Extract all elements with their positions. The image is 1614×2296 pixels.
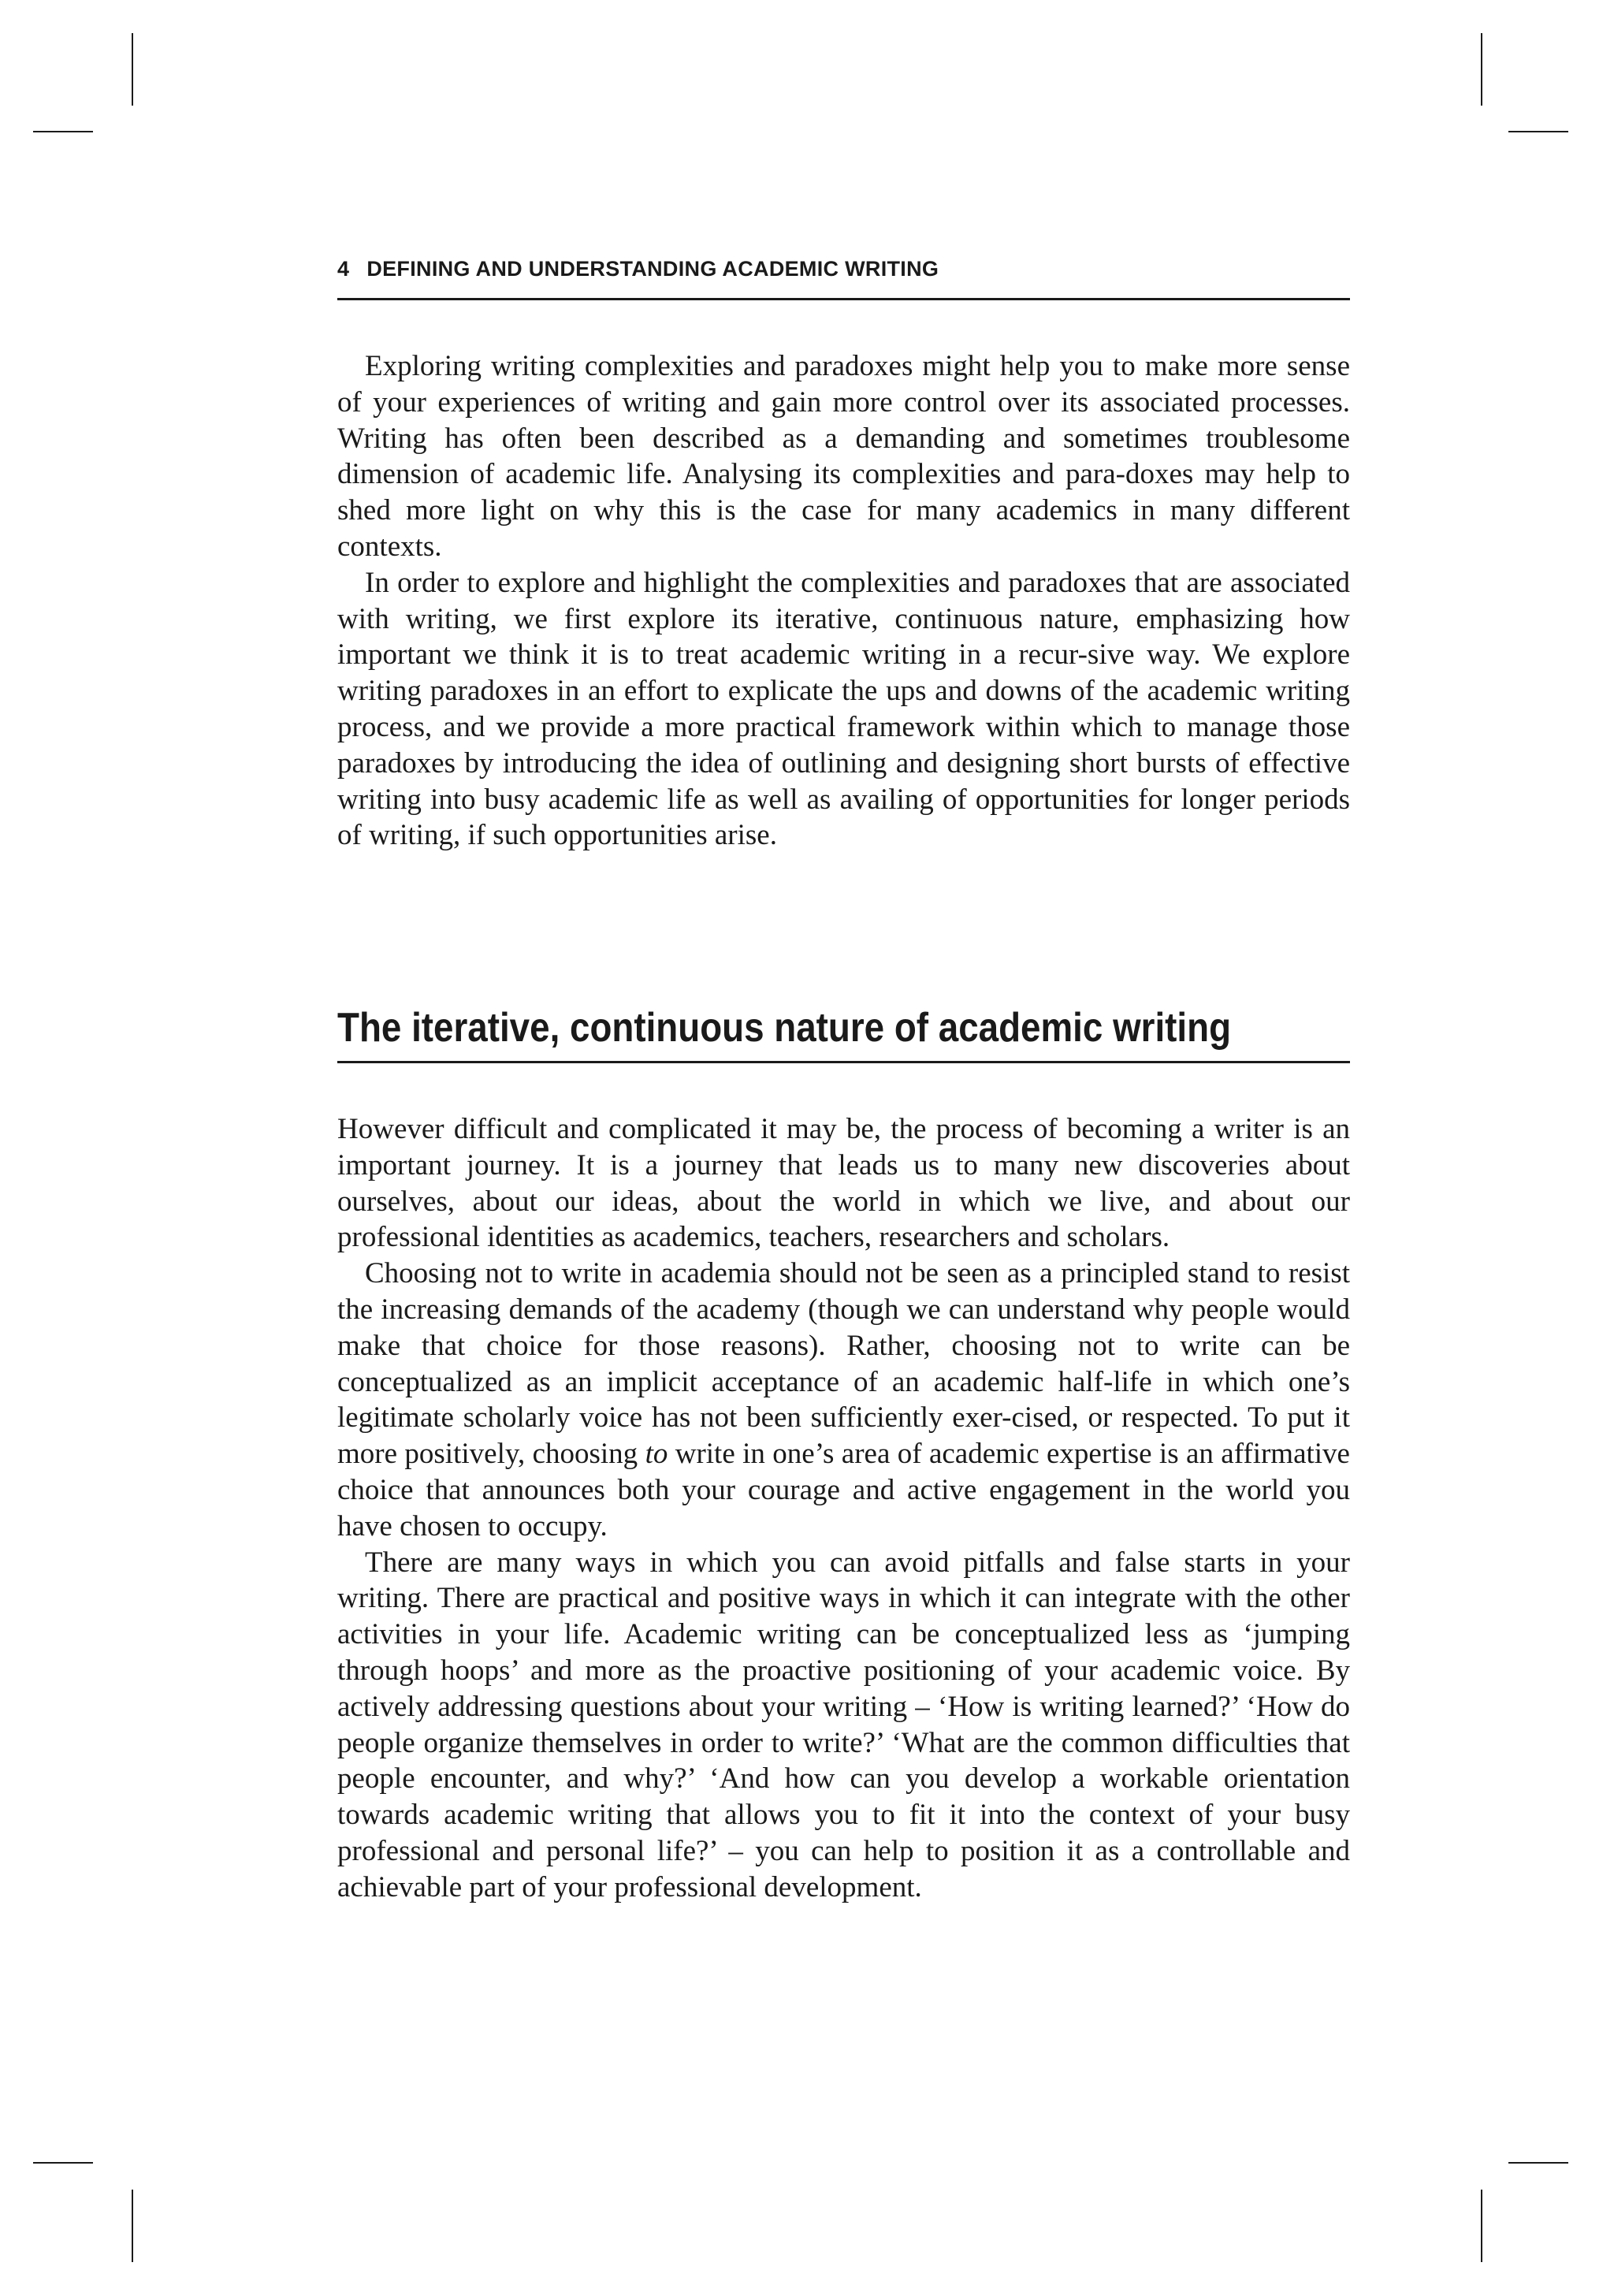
paragraph: There are many ways in which you can avoid pitfalls and false starts in your writing. There are practical and positive ways in which it can integrate with the other activities in your life. Academic writing can be conceptualized less as ‘jumping through hoops’ and more as the proactive positioning of your academic voice. By actively addressing questions about your writing – ‘How is writing learned?’ ‘How do people organize themselves in order to write?’ ‘What are the common difficulties that people encounter, and why?’ ‘And how can you develop a workable orientation towards academic writing that allows you to fit it into the context of your busy professional and personal life?’ – you can help to position it as a controllable and achievable part of your professional development. xyxy=(337,1546,1350,1903)
crop-mark-top-right-horizontal xyxy=(1508,131,1568,132)
crop-mark-top-right-vertical xyxy=(1481,33,1482,106)
chapter-title: DEFINING AND UNDERSTANDING ACADEMIC WRITING xyxy=(366,257,939,281)
crop-mark-top-left-horizontal xyxy=(33,131,93,132)
running-head xyxy=(337,257,1350,300)
section-heading xyxy=(337,995,1350,1063)
paragraph: In order to explore and highlight the complexities and paradoxes that are associated with writing, we first explore its iterative, continuous nature, emphasizing how important we think it is to treat academic writing in a recur-sive way. We explore writing paradoxes in an effort to explicate the ups and downs of the academic writing process, and we provide a more practical framework within which to manage those paradoxes by introducing the idea of outlining and designing short bursts of effective writing into busy academic life as well as availing of opportunities for longer periods of writing, if such opportunities arise. xyxy=(337,566,1350,852)
paragraph xyxy=(337,1256,1350,1544)
emphasis-text: to xyxy=(645,1438,668,1471)
section-heading-text: The iterative, continuous nature of academic writing xyxy=(337,1005,1232,1051)
crop-mark-bottom-left-horizontal xyxy=(33,2162,93,2164)
paragraph-text: write in one’s area of academic expertise is an affirmative choice that announces both your courage and active engagement in the world you have chosen to occupy. xyxy=(337,1438,1350,1542)
paragraph-text: Choosing not to write in academia should not be seen as a principled stand to resist the increasing demands of the academy (though we can understand why people would make that choice for those reasons). Rather, choosing not to write can be conceptualized as an implicit acceptance of an academic half-life in which one’s legitimate scholarly voice has not been sufficiently exer-cised, or respected. To put it more positively, choosing xyxy=(337,1257,1350,1471)
paragraph: Exploring writing complexities and paradoxes might help you to make more sense of your experiences of writing and gain more control over its associated processes. Writing has often been described as a demanding and sometimes troublesome dimension of academic life. Analysing its complexities and para-doxes may help to shed more light on why this is the case for many academics in many different contexts. xyxy=(337,350,1350,563)
page-number: 4 xyxy=(337,257,350,281)
intro-text-block xyxy=(337,348,1350,854)
paragraph: However difficult and complicated it may be, the process of becoming a writer is an important journey. It is a journey that leads us to many new discoveries about ourselves, about our ideas, about the world in which we live, and about our professional identities as academics, teachers, researchers and scholars. xyxy=(337,1113,1350,1254)
section-text-block xyxy=(337,1111,1350,1906)
crop-mark-bottom-right-vertical xyxy=(1481,2190,1482,2262)
crop-mark-bottom-left-vertical xyxy=(132,2190,133,2262)
crop-mark-top-left-vertical xyxy=(132,33,133,106)
crop-mark-bottom-right-horizontal xyxy=(1508,2162,1568,2164)
